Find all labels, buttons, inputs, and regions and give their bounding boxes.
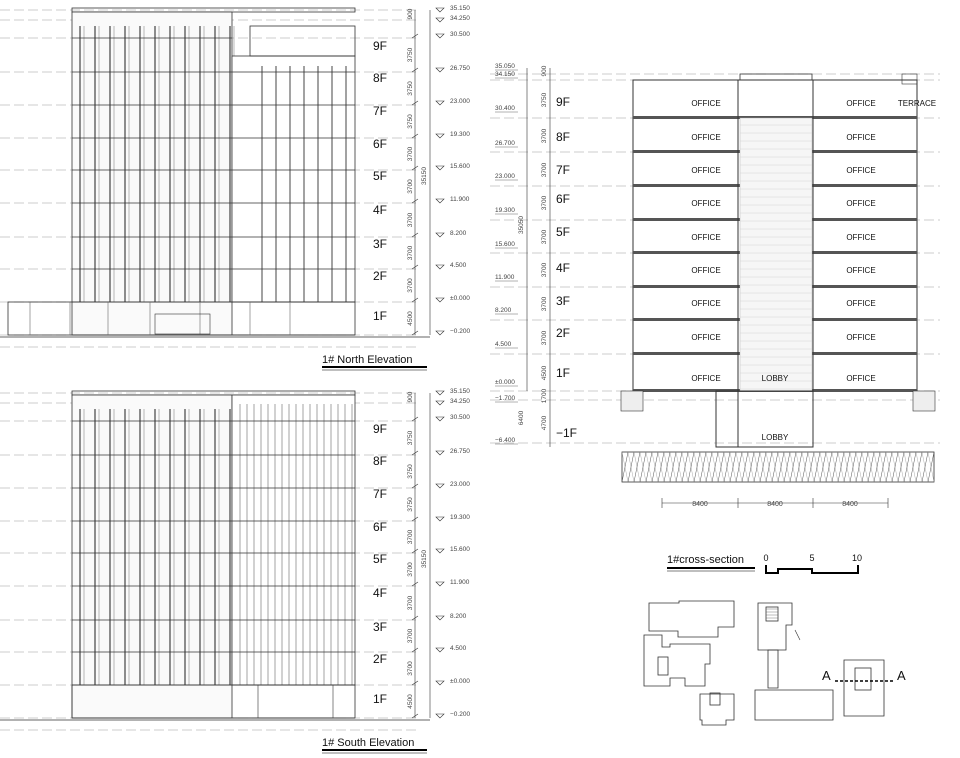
entrance (258, 685, 333, 718)
floor-label: 2F (373, 652, 388, 666)
floor-label: 4F (556, 261, 571, 275)
level-marker (436, 34, 444, 38)
level-marker (436, 517, 444, 521)
room-label: OFFICE (691, 199, 721, 208)
level-marker (436, 391, 444, 395)
plan-room (658, 657, 668, 675)
level-marker (436, 681, 444, 685)
floor-label: −1F (556, 426, 578, 440)
dim-total: 35050 (518, 215, 525, 235)
floor-label: 8F (556, 130, 571, 144)
dim-value: 3700 (407, 278, 414, 293)
dim-value: 4500 (407, 311, 414, 326)
level-marker (436, 68, 444, 72)
terrace-rail (902, 74, 917, 84)
level-marker (436, 233, 444, 237)
dim-value: 3700 (541, 229, 548, 245)
room-label: OFFICE (691, 166, 721, 175)
level-value: 30.500 (450, 31, 470, 38)
level-value: 23.000 (450, 481, 470, 488)
level-value: 34.250 (450, 398, 470, 405)
floor-label: 5F (373, 552, 388, 566)
room-label: OFFICE (691, 299, 721, 308)
dim-value: 3700 (541, 195, 548, 211)
level-value: ±0.000 (495, 379, 515, 386)
plan-outline (700, 694, 734, 725)
dim-value: 900 (407, 8, 414, 20)
plan-room (710, 693, 720, 705)
level-value: 26.750 (450, 65, 470, 72)
dim-value: 900 (407, 391, 414, 403)
dim-value: 3700 (407, 628, 414, 644)
dim-value: 3700 (541, 128, 548, 144)
dim-value: 3700 (541, 262, 548, 278)
dim-total: 35150 (421, 549, 428, 569)
south-elevation (0, 388, 470, 753)
level-value: 35.150 (450, 388, 470, 395)
level-marker (436, 134, 444, 138)
level-value: ±0.000 (450, 295, 470, 302)
level-value: 8.200 (450, 230, 467, 237)
bay-dim-value: 8400 (842, 501, 858, 508)
room-label: LOBBY (761, 433, 789, 442)
level-value: 8.200 (450, 613, 467, 620)
level-marker (436, 331, 444, 335)
level-value: 19.300 (450, 514, 470, 521)
tower-block-left (72, 395, 232, 718)
floor-label: 1F (556, 366, 571, 380)
dim-value: 4500 (541, 365, 548, 381)
level-value: −6.400 (495, 437, 516, 444)
level-marker (436, 417, 444, 421)
roof-core (740, 74, 812, 80)
bay-dim-value: 8400 (692, 501, 708, 508)
level-value: 35.150 (450, 5, 470, 12)
plan-outline (768, 650, 778, 688)
dim-value: 3700 (407, 146, 414, 162)
level-marker (436, 648, 444, 652)
room-label: OFFICE (846, 133, 876, 142)
floor-label: 1F (373, 692, 388, 706)
floor-label: 9F (556, 95, 571, 109)
tower-block-left (72, 12, 232, 335)
elevation-title: 1# South Elevation (322, 737, 415, 749)
dim-value: 3700 (407, 179, 414, 194)
level-marker (436, 298, 444, 302)
level-value: 19.300 (495, 207, 515, 214)
room-label: OFFICE (846, 233, 876, 242)
level-value: 15.600 (450, 163, 470, 170)
floor-label: 3F (373, 620, 388, 634)
room-label: LOBBY (761, 374, 789, 383)
level-value: 30.500 (450, 414, 470, 421)
room-label: OFFICE (691, 133, 721, 142)
room-label: OFFICE (691, 233, 721, 242)
level-value: 26.700 (495, 140, 515, 147)
level-marker (436, 582, 444, 586)
dim-value: 3700 (541, 162, 548, 178)
roof-structure (250, 26, 355, 56)
plan-room (855, 668, 871, 690)
level-marker (436, 484, 444, 488)
dim-value: 3700 (407, 529, 414, 545)
dim-total: 6400 (518, 410, 525, 426)
core-void (740, 118, 812, 391)
room-label: OFFICE (846, 266, 876, 275)
ground-hatch-box (622, 452, 934, 482)
level-value: 4.500 (450, 262, 467, 269)
floor-label: 9F (373, 422, 388, 436)
dim-value: 3750 (407, 430, 414, 446)
dim-value: 3700 (541, 296, 548, 312)
plan-outline (758, 603, 792, 650)
north-elevation (0, 5, 470, 370)
room-label: OFFICE (691, 266, 721, 275)
plan-outline (649, 601, 734, 637)
floor-label: 7F (556, 163, 571, 177)
dim-value: 3700 (407, 212, 414, 228)
room-label: OFFICE (846, 333, 876, 342)
level-marker (436, 199, 444, 203)
floor-label: 8F (373, 454, 388, 468)
room-label: OFFICE (846, 299, 876, 308)
level-value: 4.500 (450, 645, 467, 652)
level-value: 15.600 (495, 241, 515, 248)
level-marker (436, 714, 444, 718)
floor-label: 9F (373, 39, 388, 53)
scale-bar (766, 565, 858, 573)
room-label: OFFICE (846, 99, 876, 108)
level-marker (436, 101, 444, 105)
foundation-left (621, 391, 643, 411)
level-marker (436, 265, 444, 269)
section-cut-label: A (897, 668, 906, 683)
plan-outline (644, 635, 710, 686)
dim-value: 3750 (407, 114, 414, 129)
level-marker (436, 616, 444, 620)
level-value: ±0.000 (450, 678, 470, 685)
section-cut-label: A (822, 668, 831, 683)
room-label: OFFICE (691, 333, 721, 342)
floor-label: 6F (373, 137, 388, 151)
scale-label: 10 (851, 553, 863, 563)
tower-block-right (232, 56, 355, 302)
level-value: −1.700 (495, 395, 516, 402)
level-value: 30.400 (495, 105, 515, 112)
floor-label: 1F (373, 309, 388, 323)
room-label: OFFICE (691, 374, 721, 383)
dim-value: 3750 (407, 464, 414, 479)
level-value: 19.300 (450, 131, 470, 138)
dim-value: 4700 (541, 415, 548, 431)
level-marker (436, 18, 444, 22)
dim-value: 3700 (407, 562, 414, 577)
floor-label: 6F (556, 192, 571, 206)
dim-value: 3700 (541, 330, 548, 346)
floor-label: 8F (373, 71, 388, 85)
dim-value: 3700 (407, 245, 414, 261)
foundation-right (913, 391, 935, 411)
level-value: −0.200 (450, 328, 471, 335)
floor-label: 7F (373, 487, 388, 501)
level-value: 4.500 (495, 341, 512, 348)
dim-value: 3750 (407, 47, 414, 63)
dim-value: 4500 (407, 694, 414, 709)
level-marker (436, 8, 444, 12)
level-value: 23.000 (450, 98, 470, 105)
floor-label: 7F (373, 104, 388, 118)
level-marker (436, 401, 444, 405)
dim-value: 1700 (541, 388, 548, 404)
level-value: 26.750 (450, 448, 470, 455)
scale-label: 0 (763, 553, 769, 563)
level-value: 11.900 (450, 196, 470, 203)
floor-label: 3F (556, 294, 571, 308)
level-value: 23.000 (495, 173, 515, 180)
bay-dim-value: 8400 (767, 501, 783, 508)
level-marker (436, 451, 444, 455)
level-value: 11.900 (495, 274, 515, 281)
section-title: 1#cross-section (667, 554, 745, 566)
floor-label: 6F (373, 520, 388, 534)
floor-label: 5F (373, 169, 388, 183)
plan-outline (755, 690, 833, 720)
dim-value: 3700 (407, 661, 414, 676)
level-marker (436, 166, 444, 170)
level-value: 11.900 (450, 579, 470, 586)
dim-total: 35150 (421, 166, 428, 186)
floor-label: 3F (373, 237, 388, 251)
level-value: −0.200 (450, 711, 471, 718)
dim-value: 900 (541, 65, 548, 77)
floor-label: 2F (373, 269, 388, 283)
level-value: 34.250 (450, 15, 470, 22)
tower-block-right (232, 395, 355, 685)
room-label: TERRACE (897, 99, 937, 108)
cross-section (490, 63, 940, 573)
elevation-title: 1# North Elevation (322, 354, 413, 366)
scale-label: 5 (809, 553, 815, 563)
floor-label: 4F (373, 203, 388, 217)
dim-value: 3750 (407, 497, 414, 512)
site-plan-key (644, 601, 906, 725)
room-label: OFFICE (691, 99, 721, 108)
level-value: 35.050 (495, 63, 515, 70)
room-label: OFFICE (846, 374, 876, 383)
room-label: OFFICE (846, 199, 876, 208)
floor-label: 4F (373, 586, 388, 600)
level-marker (436, 549, 444, 553)
room-label: OFFICE (846, 166, 876, 175)
plan-stroke (795, 630, 800, 640)
level-value: 15.600 (450, 546, 470, 553)
dim-value: 3700 (407, 595, 414, 611)
plan-outline (844, 660, 884, 716)
floor-label: 2F (556, 326, 571, 340)
floor-label: 5F (556, 225, 571, 239)
dim-value: 3750 (407, 81, 414, 96)
dim-value: 3750 (541, 92, 548, 108)
level-value: 8.200 (495, 307, 512, 314)
level-value: 34.150 (495, 71, 515, 78)
